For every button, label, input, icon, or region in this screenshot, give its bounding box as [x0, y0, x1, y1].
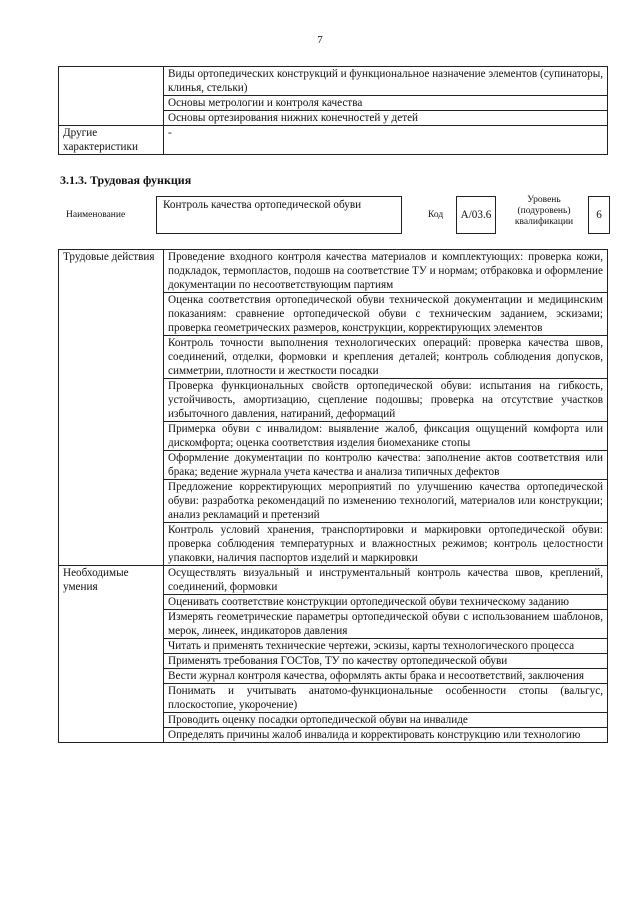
labor-action-item: Проверка функциональных свойств ортопедической обуви: испытания на гибкость, устойчивость, амортизацию, сцепление подошвы; проверка на отсутствие участков избыточного давления, натираний, деформаций [164, 379, 608, 422]
skill-item: Определять причины жалоб инвалида и корректировать конструкцию или технологию [164, 728, 608, 743]
required-skills-label: Необходимые умения [59, 566, 164, 743]
table-cell: Основы метрологии и контроля качества [164, 96, 608, 111]
function-name-field: Контроль качества ортопедической обуви [156, 196, 402, 234]
table-cell: - [164, 126, 608, 155]
page-number: 7 [317, 34, 323, 46]
other-characteristics-label: Другие характеристики [59, 126, 164, 155]
skill-item: Осуществлять визуальный и инструментальный контроль качества швов, креплений, соединений, формовки [164, 566, 608, 595]
function-code-field: А/03.6 [456, 196, 496, 234]
labor-action-item: Оценка соответствия ортопедической обуви технической документации и медицинским показаниям: сравнение ортопедической обуви с техническим заданием, эскизами; проверка геометрических размеров, конструкции, корректирующих элементов [164, 293, 608, 336]
skill-item: Измерять геометрические параметры ортопедической обуви с использованием шаблонов, мерок, линеек, индикаторов давления [164, 610, 608, 639]
skill-item: Вести журнал контроля качества, оформлять акты брака и несоответствий, заключения [164, 669, 608, 684]
table-cell: Основы ортезирования нижних конечностей у детей [164, 111, 608, 126]
qualification-level-label: Уровень (подуровень) квалификации [514, 195, 574, 227]
table-row [59, 250, 608, 293]
labor-action-item: Проведение входного контроля качества материалов и комплектующих: проверка кожи, подкладок, термопластов, подошв на соответствие ТУ и нормам; отбраковка и оформление документации по несоответствующим партиям [164, 250, 608, 293]
labor-function-table [58, 249, 608, 743]
function-header-row [60, 193, 620, 239]
table-row [59, 566, 608, 595]
name-label: Наименование [66, 210, 126, 220]
qualification-level-field: 6 [588, 196, 610, 234]
table-row [59, 126, 608, 155]
labor-action-item: Контроль точности выполнения технологических операций: проверка качества швов, соединений, отделки, формовки и крепления деталей; контроль соблюдения допусков, симметрии, плотности и жесткости посадки [164, 336, 608, 379]
skill-item: Оценивать соответствие конструкции ортопедической обуви техническому заданию [164, 595, 608, 610]
table-cell: Виды ортопедических конструкций и функциональное назначение элементов (супинаторы, клинья, стельки) [164, 67, 608, 96]
section-title: 3.1.3. Трудовая функция [60, 173, 192, 187]
labor-action-item: Контроль условий хранения, транспортировки и маркировки ортопедической обуви: проверка соблюдения температурных и влажностных режимов; контроль целостности упаковки, наличия паспортов изделий и маркировки [164, 523, 608, 566]
code-label: Код [428, 210, 444, 220]
skill-item: Читать и применять технические чертежи, эскизы, карты технологического процесса [164, 639, 608, 654]
knowledge-table-continuation [58, 66, 608, 155]
labor-action-item: Оформление документации по контролю качества: заполнение актов соответствия или брака; ведение журнала учета качества и анализа типичных дефектов [164, 451, 608, 480]
labor-actions-label: Трудовые действия [59, 250, 164, 566]
skill-item: Применять требования ГОСТов, ТУ по качеству ортопедической обуви [164, 654, 608, 669]
labor-action-item: Примерка обуви с инвалидом: выявление жалоб, фиксация ощущений комфорта или дискомфорта; оценка соответствия изделия биомеханике стопы [164, 422, 608, 451]
labor-action-item: Предложение корректирующих мероприятий по улучшению качества ортопедической обуви: разработка рекомендаций по изменению технологий, материалов или конструкции; анализ рекламаций и претензий [164, 480, 608, 523]
table-label-cell [59, 67, 164, 126]
skill-item: Понимать и учитывать анатомо-функциональные особенности стопы (вальгус, плоскостопие, укорочение) [164, 684, 608, 713]
skill-item: Проводить оценку посадки ортопедической обуви на инвалиде [164, 713, 608, 728]
table-row [59, 67, 608, 96]
